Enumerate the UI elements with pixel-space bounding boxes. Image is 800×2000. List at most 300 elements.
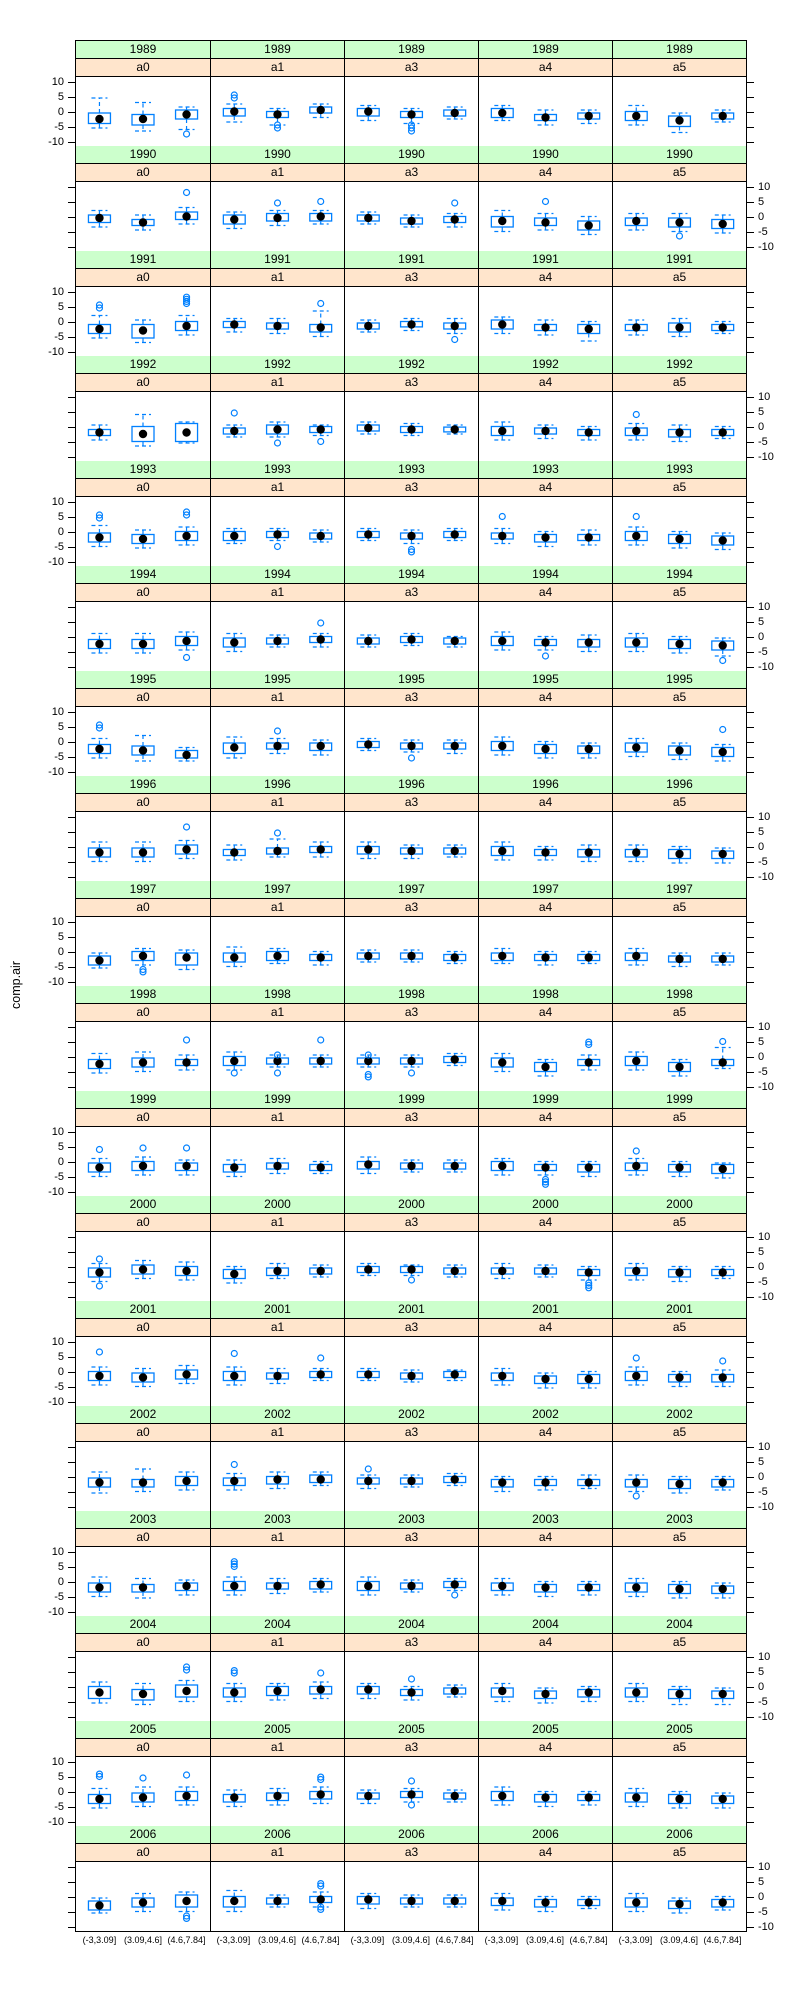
median-dot [182, 532, 190, 540]
median-dot [317, 212, 325, 220]
median-dot [364, 1792, 372, 1800]
strip-year-label: 2004 [345, 1616, 478, 1634]
y-tick-left [68, 232, 75, 233]
y-tick-label: 5 [758, 615, 765, 628]
y-tick-right [747, 1387, 754, 1388]
y-tick-left [68, 412, 75, 413]
strip-year-label: 1999 [211, 1091, 344, 1109]
y-tick-label: 5 [57, 720, 64, 733]
y-tick-left [68, 1072, 75, 1073]
median-dot [230, 107, 238, 115]
strip-group-label: a1 [211, 374, 344, 392]
outlier-point [633, 1355, 639, 1361]
median-dot [719, 323, 727, 331]
median-dot [585, 428, 593, 436]
y-tick-right [747, 427, 754, 428]
strip-group-label: a3 [345, 1424, 478, 1442]
median-dot [541, 1163, 549, 1171]
median-dot [230, 320, 238, 328]
y-tick-label: -10 [48, 765, 64, 778]
strip-year-label: 2001 [76, 1301, 210, 1319]
y-tick-right [747, 397, 754, 398]
outlier-point [318, 1355, 324, 1361]
panel-cell [344, 1301, 478, 1406]
y-tick-right [747, 1672, 754, 1673]
outlier-point [318, 199, 324, 205]
outlier-point [275, 1070, 281, 1076]
boxplot-panel [479, 1862, 612, 1931]
y-tick-label: 10 [51, 75, 64, 88]
panel-cell [612, 356, 746, 461]
y-tick-right [747, 1597, 754, 1598]
median-dot [273, 1687, 281, 1695]
boxplot-panel [76, 707, 210, 777]
panel-cell [478, 41, 612, 146]
y-tick-left [68, 622, 75, 623]
median-dot [541, 953, 549, 961]
y-tick-left [68, 1027, 75, 1028]
y-tick-left [68, 1687, 75, 1688]
strip-group-label: a3 [345, 479, 478, 497]
median-dot [632, 743, 640, 751]
y-tick-label: -10 [48, 555, 64, 568]
y-tick-label: -5 [758, 855, 768, 868]
y-tick-left [68, 1267, 75, 1268]
median-dot [675, 1795, 683, 1803]
outlier-point [633, 1148, 639, 1154]
strip-group-label: a4 [479, 584, 612, 602]
strip-year-label: 1995 [345, 671, 478, 689]
y-tick-label: -10 [758, 1080, 774, 1093]
median-dot [364, 845, 372, 853]
median-dot [632, 1898, 640, 1906]
median-dot [317, 742, 325, 750]
y-tick-right [747, 1582, 754, 1583]
y-tick-right [747, 1717, 754, 1718]
x-category-label: (-3,3.09] [350, 1935, 385, 1945]
strip-year-label: 2006 [211, 1826, 344, 1844]
median-dot [451, 637, 459, 645]
panel-cell [612, 41, 746, 146]
strip-group-label: a3 [345, 1844, 478, 1862]
median-dot [182, 1897, 190, 1905]
strip-group-label: a0 [76, 1424, 210, 1442]
boxplot-panel [211, 1022, 344, 1092]
median-dot [451, 109, 459, 117]
strip-group-label: a1 [211, 1004, 344, 1022]
y-tick-label: -5 [758, 1695, 768, 1708]
y-tick-right [747, 1492, 754, 1493]
y-tick-label: 0 [758, 1050, 765, 1063]
strip-year-label: 1990 [613, 146, 746, 164]
strip-group-label: a5 [613, 689, 746, 707]
y-tick-left [68, 1087, 75, 1088]
boxplot-panel [613, 1127, 746, 1197]
y-tick-label: 10 [51, 1755, 64, 1768]
panel-cell [612, 986, 746, 1091]
boxplot-panel [613, 1547, 746, 1617]
y-tick-left [68, 922, 75, 923]
strip-group-label: a1 [211, 899, 344, 917]
median-dot [317, 1580, 325, 1588]
y-tick-label: -5 [758, 435, 768, 448]
strip-year-label: 1998 [479, 986, 612, 1004]
x-category-label: (3.09,4.6] [659, 1935, 699, 1945]
y-tick-label: 10 [51, 1545, 64, 1558]
y-tick-left [68, 1882, 75, 1883]
boxplot-panel [613, 1757, 746, 1827]
y-tick-left [68, 1507, 75, 1508]
strip-year-label: 1995 [613, 671, 746, 689]
y-tick-left [68, 1387, 75, 1388]
median-dot [182, 845, 190, 853]
outlier-point [231, 410, 237, 416]
median-dot [95, 640, 103, 648]
strip-group-label: a5 [613, 1739, 746, 1757]
median-dot [541, 113, 549, 121]
boxplot-panel [211, 707, 344, 777]
panel-cell [210, 146, 344, 251]
median-dot [230, 427, 238, 435]
y-tick-right [747, 1897, 754, 1898]
strip-year-label: 1991 [211, 251, 344, 269]
outlier-point [633, 1493, 639, 1499]
median-dot [719, 955, 727, 963]
median-dot [451, 1162, 459, 1170]
outlier-point [184, 1145, 190, 1151]
median-dot [273, 742, 281, 750]
y-tick-right [747, 1087, 754, 1088]
panel-cell [612, 1826, 746, 1931]
median-dot [364, 107, 372, 115]
y-tick-right [747, 217, 754, 218]
strip-year-label: 1992 [479, 356, 612, 374]
median-dot [273, 425, 281, 433]
strip-group-label: a0 [76, 1634, 210, 1652]
panel-cell [478, 146, 612, 251]
median-dot [230, 1688, 238, 1696]
median-dot [632, 1688, 640, 1696]
strip-year-label: 2004 [613, 1616, 746, 1634]
median-dot [541, 218, 549, 226]
strip-year-label: 1990 [211, 146, 344, 164]
x-category-label: (3.09,4.6] [123, 1935, 163, 1945]
y-tick-right [747, 1297, 754, 1298]
outlier-point [96, 1256, 102, 1262]
y-tick-label: -5 [54, 750, 64, 763]
y-tick-label: 0 [57, 105, 64, 118]
panel-cell [612, 1721, 746, 1826]
median-dot [230, 1270, 238, 1278]
strip-year-label: 1998 [345, 986, 478, 1004]
median-dot [675, 218, 683, 226]
median-dot [407, 1372, 415, 1380]
strip-year-label: 1992 [76, 356, 210, 374]
strip-year-label: 1997 [76, 881, 210, 899]
median-dot [317, 532, 325, 540]
y-tick-label: 10 [758, 810, 771, 823]
median-dot [675, 640, 683, 648]
strip-year-label: 2006 [345, 1826, 478, 1844]
strip-group-label: a4 [479, 1319, 612, 1337]
panel-cell [76, 1406, 210, 1511]
median-dot [675, 116, 683, 124]
strip-group-label: a0 [76, 479, 210, 497]
panel-cell [76, 461, 210, 566]
y-tick-right [747, 1702, 754, 1703]
boxplot-panel [345, 1337, 478, 1407]
panel-cell [76, 1301, 210, 1406]
y-tick-right [747, 1822, 754, 1823]
median-dot [541, 638, 549, 646]
y-tick-left [68, 502, 75, 503]
strip-group-label: a0 [76, 1319, 210, 1337]
boxplot-panel [613, 392, 746, 462]
panel-cell [478, 1511, 612, 1616]
strip-group-label: a4 [479, 59, 612, 77]
median-dot [541, 1478, 549, 1486]
boxplot-panel [76, 1127, 210, 1197]
strip-year-label: 1997 [345, 881, 478, 899]
median-dot [451, 1897, 459, 1905]
median-dot [317, 635, 325, 643]
strip-group-label: a5 [613, 899, 746, 917]
boxplot-panel [479, 812, 612, 882]
outlier-point [275, 728, 281, 734]
strip-year-label: 1996 [211, 776, 344, 794]
median-dot [182, 953, 190, 961]
median-dot [95, 1478, 103, 1486]
strip-year-label: 1995 [479, 671, 612, 689]
y-tick-left [68, 1462, 75, 1463]
y-tick-label: -10 [48, 1815, 64, 1828]
strip-year-label: 1992 [345, 356, 478, 374]
median-dot [139, 218, 147, 226]
y-tick-label: -5 [54, 960, 64, 973]
y-tick-label: 0 [758, 420, 765, 433]
boxplot-panel [211, 77, 344, 147]
y-tick-left [68, 562, 75, 563]
median-dot [139, 326, 147, 334]
y-tick-label: 5 [758, 1245, 765, 1258]
median-dot [407, 952, 415, 960]
strip-group-label: a1 [211, 794, 344, 812]
median-dot [498, 637, 506, 645]
strip-year-label: 2005 [479, 1721, 612, 1739]
y-tick-left [68, 637, 75, 638]
outlier-point [452, 1592, 458, 1598]
strip-group-label: a0 [76, 584, 210, 602]
median-dot [139, 746, 147, 754]
boxplot-panel [345, 602, 478, 672]
y-tick-left [68, 202, 75, 203]
panel-cell [612, 671, 746, 776]
boxplot-panel [479, 602, 612, 672]
median-dot [182, 751, 190, 759]
y-tick-right [747, 832, 754, 833]
y-tick-left [68, 97, 75, 98]
y-tick-right [747, 1072, 754, 1073]
median-dot [451, 1580, 459, 1588]
strip-group-label: a1 [211, 1214, 344, 1232]
strip-group-label: a4 [479, 1109, 612, 1127]
median-dot [498, 427, 506, 435]
panel-cell [76, 671, 210, 776]
panel-cell [612, 881, 746, 986]
y-tick-right [747, 352, 754, 353]
median-dot [675, 1690, 683, 1698]
median-dot [182, 1370, 190, 1378]
median-dot [182, 637, 190, 645]
median-dot [632, 217, 640, 225]
median-dot [719, 1373, 727, 1381]
strip-year-label: 1992 [613, 356, 746, 374]
panel-cell [478, 461, 612, 566]
median-dot [585, 745, 593, 753]
boxplot-panel [613, 1652, 746, 1722]
panel-cell [76, 1196, 210, 1301]
y-tick-left [68, 1057, 75, 1058]
strip-group-label: a0 [76, 269, 210, 287]
panel-grid [75, 40, 747, 1932]
median-dot [498, 1582, 506, 1590]
median-dot [230, 1372, 238, 1380]
panel-cell [344, 1196, 478, 1301]
y-tick-label: 0 [57, 1365, 64, 1378]
strip-group-label: a4 [479, 689, 612, 707]
y-tick-right [747, 1657, 754, 1658]
strip-year-label: 1993 [211, 461, 344, 479]
median-dot [719, 1268, 727, 1276]
median-dot [451, 1792, 459, 1800]
median-dot [585, 533, 593, 541]
outlier-point [409, 755, 415, 761]
y-tick-left [68, 337, 75, 338]
median-dot [498, 1792, 506, 1800]
median-dot [498, 1478, 506, 1486]
median-dot [451, 322, 459, 330]
median-dot [364, 740, 372, 748]
strip-year-label: 1992 [211, 356, 344, 374]
panel-cell [210, 1721, 344, 1826]
y-tick-right [747, 1477, 754, 1478]
y-tick-label: 0 [57, 945, 64, 958]
boxplot-panel [76, 1547, 210, 1617]
strip-year-label: 2002 [613, 1406, 746, 1424]
strip-year-label: 2000 [479, 1196, 612, 1214]
median-dot [675, 850, 683, 858]
y-tick-right [747, 1147, 754, 1148]
strip-group-label: a3 [345, 794, 478, 812]
strip-year-label: 2006 [479, 1826, 612, 1844]
y-tick-right [747, 1807, 754, 1808]
outlier-point [231, 1462, 237, 1468]
panel-cell [210, 1826, 344, 1931]
strip-group-label: a4 [479, 164, 612, 182]
median-dot [719, 1795, 727, 1803]
boxplot-panel [345, 1757, 478, 1827]
median-dot [95, 1268, 103, 1276]
y-tick-left [68, 1492, 75, 1493]
strip-year-label: 1993 [613, 461, 746, 479]
y-tick-label: -5 [54, 540, 64, 553]
boxplot-panel [479, 1232, 612, 1302]
boxplot-panel [479, 1337, 612, 1407]
median-dot [230, 953, 238, 961]
y-tick-left [68, 517, 75, 518]
median-dot [364, 1265, 372, 1273]
median-dot [585, 1688, 593, 1696]
y-tick-label: -10 [48, 1605, 64, 1618]
median-dot [182, 322, 190, 330]
y-tick-right [747, 1552, 754, 1553]
strip-year-label: 2002 [76, 1406, 210, 1424]
strip-group-label: a3 [345, 1529, 478, 1547]
median-dot [585, 953, 593, 961]
y-tick-label: 0 [758, 840, 765, 853]
y-tick-label: 0 [758, 1470, 765, 1483]
boxplot-panel [76, 1757, 210, 1827]
panel-cell [344, 146, 478, 251]
x-category-label: (4.6,7.84] [435, 1935, 474, 1945]
y-tick-left [68, 1867, 75, 1868]
y-tick-left [68, 1162, 75, 1163]
median-dot [364, 322, 372, 330]
y-tick-right [747, 232, 754, 233]
y-tick-right [747, 1507, 754, 1508]
median-dot [632, 1372, 640, 1380]
boxplot-panel [211, 602, 344, 672]
outlier-point [452, 337, 458, 343]
y-tick-label: 0 [57, 1155, 64, 1168]
strip-group-label: a3 [345, 1004, 478, 1022]
median-dot [632, 1267, 640, 1275]
y-tick-left [68, 1372, 75, 1373]
y-tick-label: -5 [758, 1275, 768, 1288]
median-dot [317, 1057, 325, 1065]
y-tick-label: -5 [54, 1170, 64, 1183]
strip-group-label: a1 [211, 584, 344, 602]
boxplot-panel [211, 1862, 344, 1931]
strip-group-label: a0 [76, 899, 210, 917]
median-dot [182, 1582, 190, 1590]
y-tick-label: 10 [51, 915, 64, 928]
median-dot [182, 1162, 190, 1170]
outlier-point [720, 727, 726, 733]
strip-year-label: 1997 [479, 881, 612, 899]
strip-year-label: 1991 [613, 251, 746, 269]
y-tick-label: 10 [51, 495, 64, 508]
median-dot [364, 1895, 372, 1903]
boxplot-panel [613, 1862, 746, 1931]
strip-group-label: a1 [211, 1844, 344, 1862]
boxplot-panel [211, 1337, 344, 1407]
median-dot [451, 847, 459, 855]
median-dot [585, 325, 593, 333]
median-dot [541, 1583, 549, 1591]
y-tick-label: 10 [51, 1125, 64, 1138]
y-tick-label: -10 [758, 450, 774, 463]
strip-group-label: a3 [345, 1109, 478, 1127]
outlier-point [452, 200, 458, 206]
median-dot [585, 848, 593, 856]
y-tick-left [68, 547, 75, 548]
strip-group-label: a3 [345, 1634, 478, 1652]
boxplot-panel [76, 1232, 210, 1302]
strip-group-label: a4 [479, 374, 612, 392]
median-dot [95, 848, 103, 856]
boxplot-panel [479, 77, 612, 147]
